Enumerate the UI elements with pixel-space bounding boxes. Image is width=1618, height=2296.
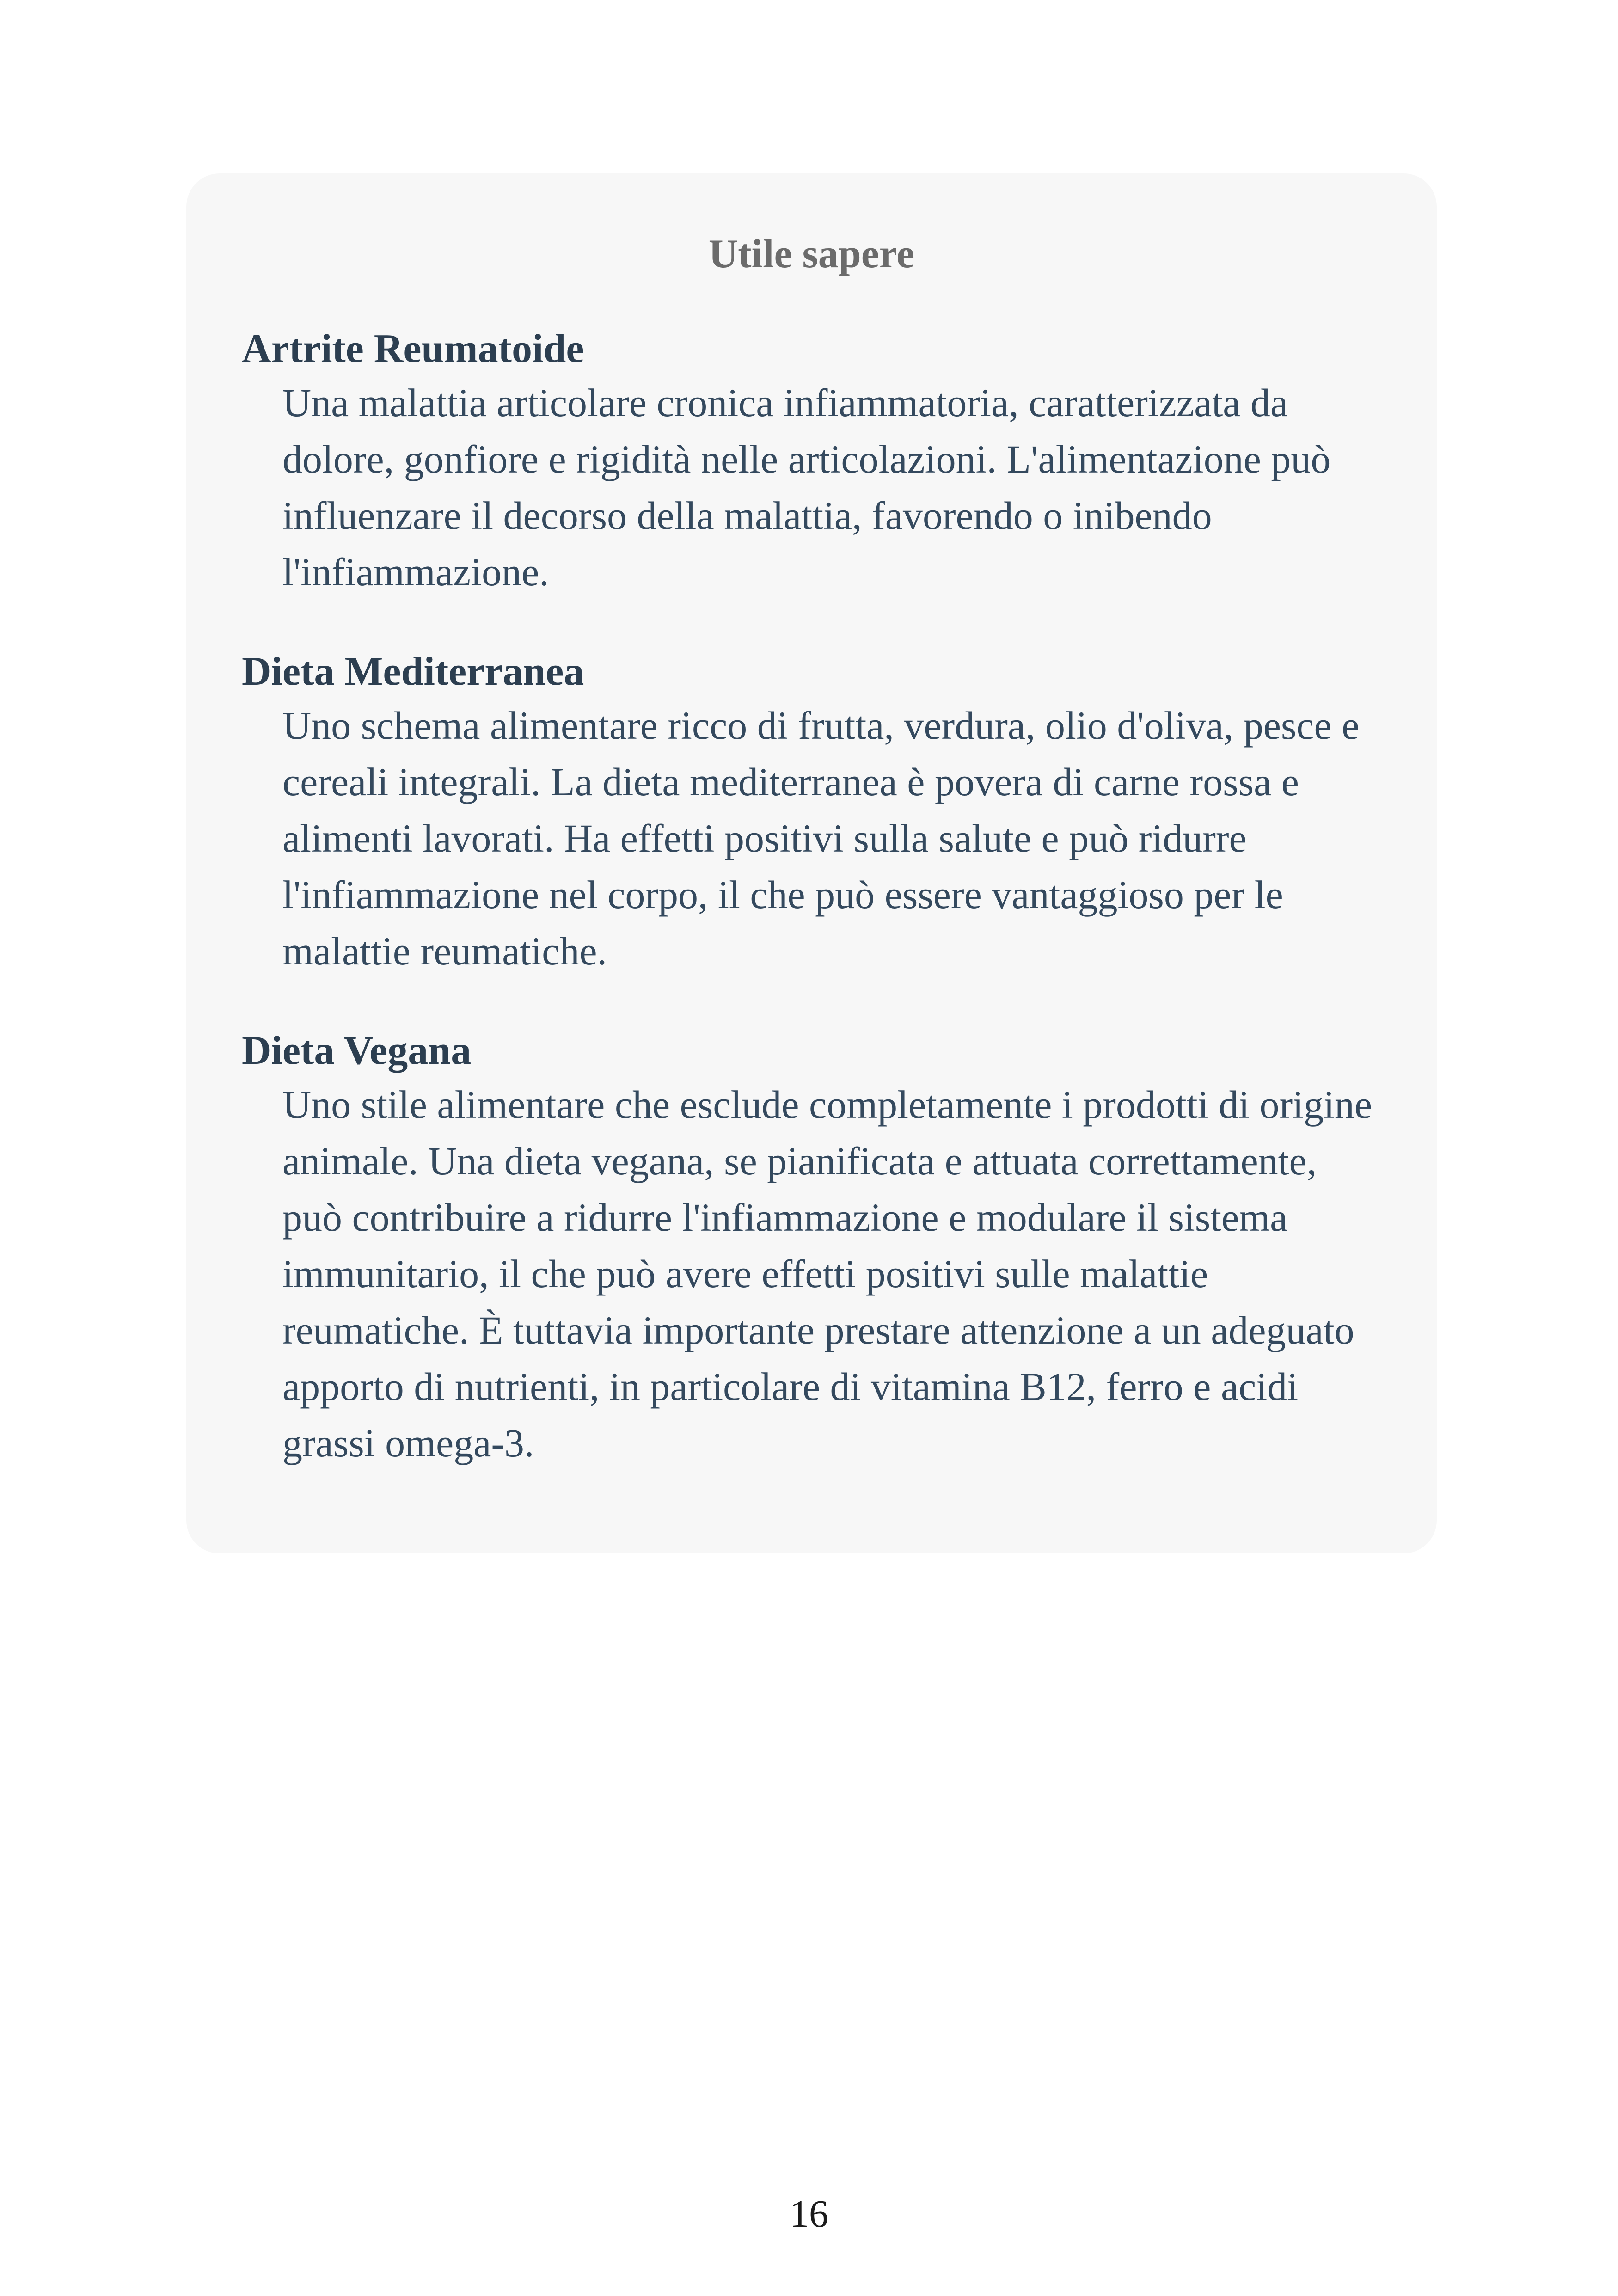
page-number: 16	[790, 2192, 828, 2235]
glossary-definition: Una malattia articolare cronica infiammatoria, caratterizzata da dolore, gonfiore e rigidità nelle articolazioni. L'alimentazione può influenzare il decorso della malattia, favorendo o inibendo l'infiammazione.	[282, 381, 1331, 594]
glossary-entry-dieta-mediterranea	[242, 646, 1381, 979]
info-box-title: Utile sapere	[708, 232, 915, 276]
info-box	[186, 173, 1437, 1553]
glossary-definition: Uno schema alimentare ricco di frutta, verdura, olio d'oliva, pesce e cereali integrali. La dieta mediterranea è povera di carne rossa e alimenti lavorati. Ha effetti positivi sulla salute e può ridurre l'infiammazione nel corpo, il che può essere vantaggioso per le malattie reumatiche.	[282, 703, 1360, 973]
glossary-entry-artrite-reumatoide	[242, 324, 1381, 600]
glossary-definition: Uno stile alimentare che esclude completamente i prodotti di origine animale. Una dieta vegana, se pianificata e attuata correttamente, può contribuire a ridurre l'infiammazione e modulare il sistema immunitario, il che può avere effetti positivi sulle malattie reumatiche. È tuttavia importante prestare attenzione a un adeguato apporto di nutrienti, in particolare di vitamina B12, ferro e acidi grassi omega-3.	[282, 1082, 1373, 1465]
glossary-entry-dieta-vegana	[242, 1025, 1381, 1471]
glossary-term: Dieta Mediterranea	[242, 649, 584, 694]
glossary-term: Dieta Vegana	[242, 1028, 472, 1073]
glossary-term: Artrite Reumatoide	[242, 326, 584, 371]
